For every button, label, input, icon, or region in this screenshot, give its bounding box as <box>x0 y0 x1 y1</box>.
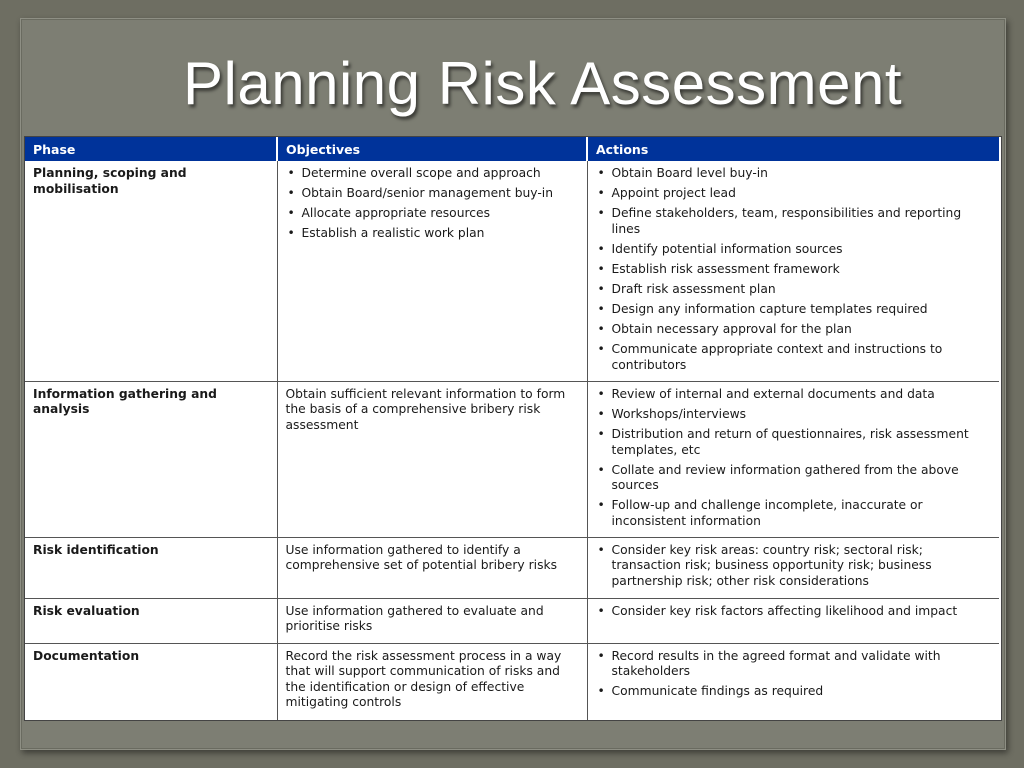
list-item: • Distribution and return of questionnaires, risk assessment templates, etc <box>596 427 992 458</box>
list-item: • Consider key risk factors affecting likelihood and impact <box>596 604 992 620</box>
actions-list <box>596 166 992 373</box>
table-header-row <box>25 137 999 161</box>
list-item: • Define stakeholders, team, responsibilities and reporting lines <box>596 206 992 237</box>
actions-list <box>596 387 992 529</box>
actions-list <box>596 649 992 700</box>
list-item: • Workshops/interviews <box>596 407 992 423</box>
header-objectives: Objectives <box>277 137 587 161</box>
actions-list <box>596 604 992 620</box>
phase-cell: Information gathering and analysis <box>25 381 277 537</box>
phase-table <box>25 137 999 720</box>
list-item: • Communicate findings as required <box>596 684 992 700</box>
list-item: • Obtain necessary approval for the plan <box>596 322 992 338</box>
list-item: • Obtain Board/senior management buy-in <box>286 186 579 202</box>
phase-cell: Risk identification <box>25 537 277 598</box>
phase-cell: Risk evaluation <box>25 598 277 643</box>
list-item: • Establish risk assessment framework <box>596 262 992 278</box>
list-item: • Allocate appropriate resources <box>286 206 579 222</box>
list-item: • Review of internal and external documents and data <box>596 387 992 403</box>
header-actions: Actions <box>587 137 999 161</box>
actions-cell <box>587 381 999 537</box>
list-item: • Communicate appropriate context and instructions to contributors <box>596 342 992 373</box>
slide-title: Planning Risk Assessment <box>183 50 902 117</box>
list-item: • Consider key risk areas: country risk; sectoral risk; transaction risk; business opportunity risk; business partnership risk; other risk considerations <box>596 543 992 590</box>
list-item: • Record results in the agreed format and validate with stakeholders <box>596 649 992 680</box>
objectives-cell: Record the risk assessment process in a way that will support communication of risks and the identification or design of effective mitigating controls <box>277 643 587 720</box>
table-row <box>25 161 999 381</box>
list-item: • Establish a realistic work plan <box>286 226 579 242</box>
actions-cell <box>587 643 999 720</box>
risk-assessment-table <box>24 136 1002 721</box>
list-item: • Collate and review information gathered from the above sources <box>596 463 992 494</box>
list-item: • Follow-up and challenge incomplete, inaccurate or inconsistent information <box>596 498 992 529</box>
actions-list <box>596 543 992 590</box>
actions-cell <box>587 161 999 381</box>
objectives-list <box>286 166 579 242</box>
objectives-cell <box>277 161 587 381</box>
list-item: • Identify potential information sources <box>596 242 992 258</box>
table-row <box>25 381 999 537</box>
actions-cell <box>587 537 999 598</box>
phase-cell: Documentation <box>25 643 277 720</box>
header-phase: Phase <box>25 137 277 161</box>
table-row <box>25 537 999 598</box>
objectives-cell: Use information gathered to identify a comprehensive set of potential bribery risks <box>277 537 587 598</box>
list-item: • Obtain Board level buy-in <box>596 166 992 182</box>
list-item: • Draft risk assessment plan <box>596 282 992 298</box>
phase-cell: Planning, scoping and mobilisation <box>25 161 277 381</box>
list-item: • Determine overall scope and approach <box>286 166 579 182</box>
list-item: • Design any information capture templates required <box>596 302 992 318</box>
table-row <box>25 643 999 720</box>
table-row <box>25 598 999 643</box>
list-item: • Appoint project lead <box>596 186 992 202</box>
objectives-cell: Obtain sufficient relevant information to form the basis of a comprehensive bribery risk assessment <box>277 381 587 537</box>
actions-cell <box>587 598 999 643</box>
objectives-cell: Use information gathered to evaluate and prioritise risks <box>277 598 587 643</box>
